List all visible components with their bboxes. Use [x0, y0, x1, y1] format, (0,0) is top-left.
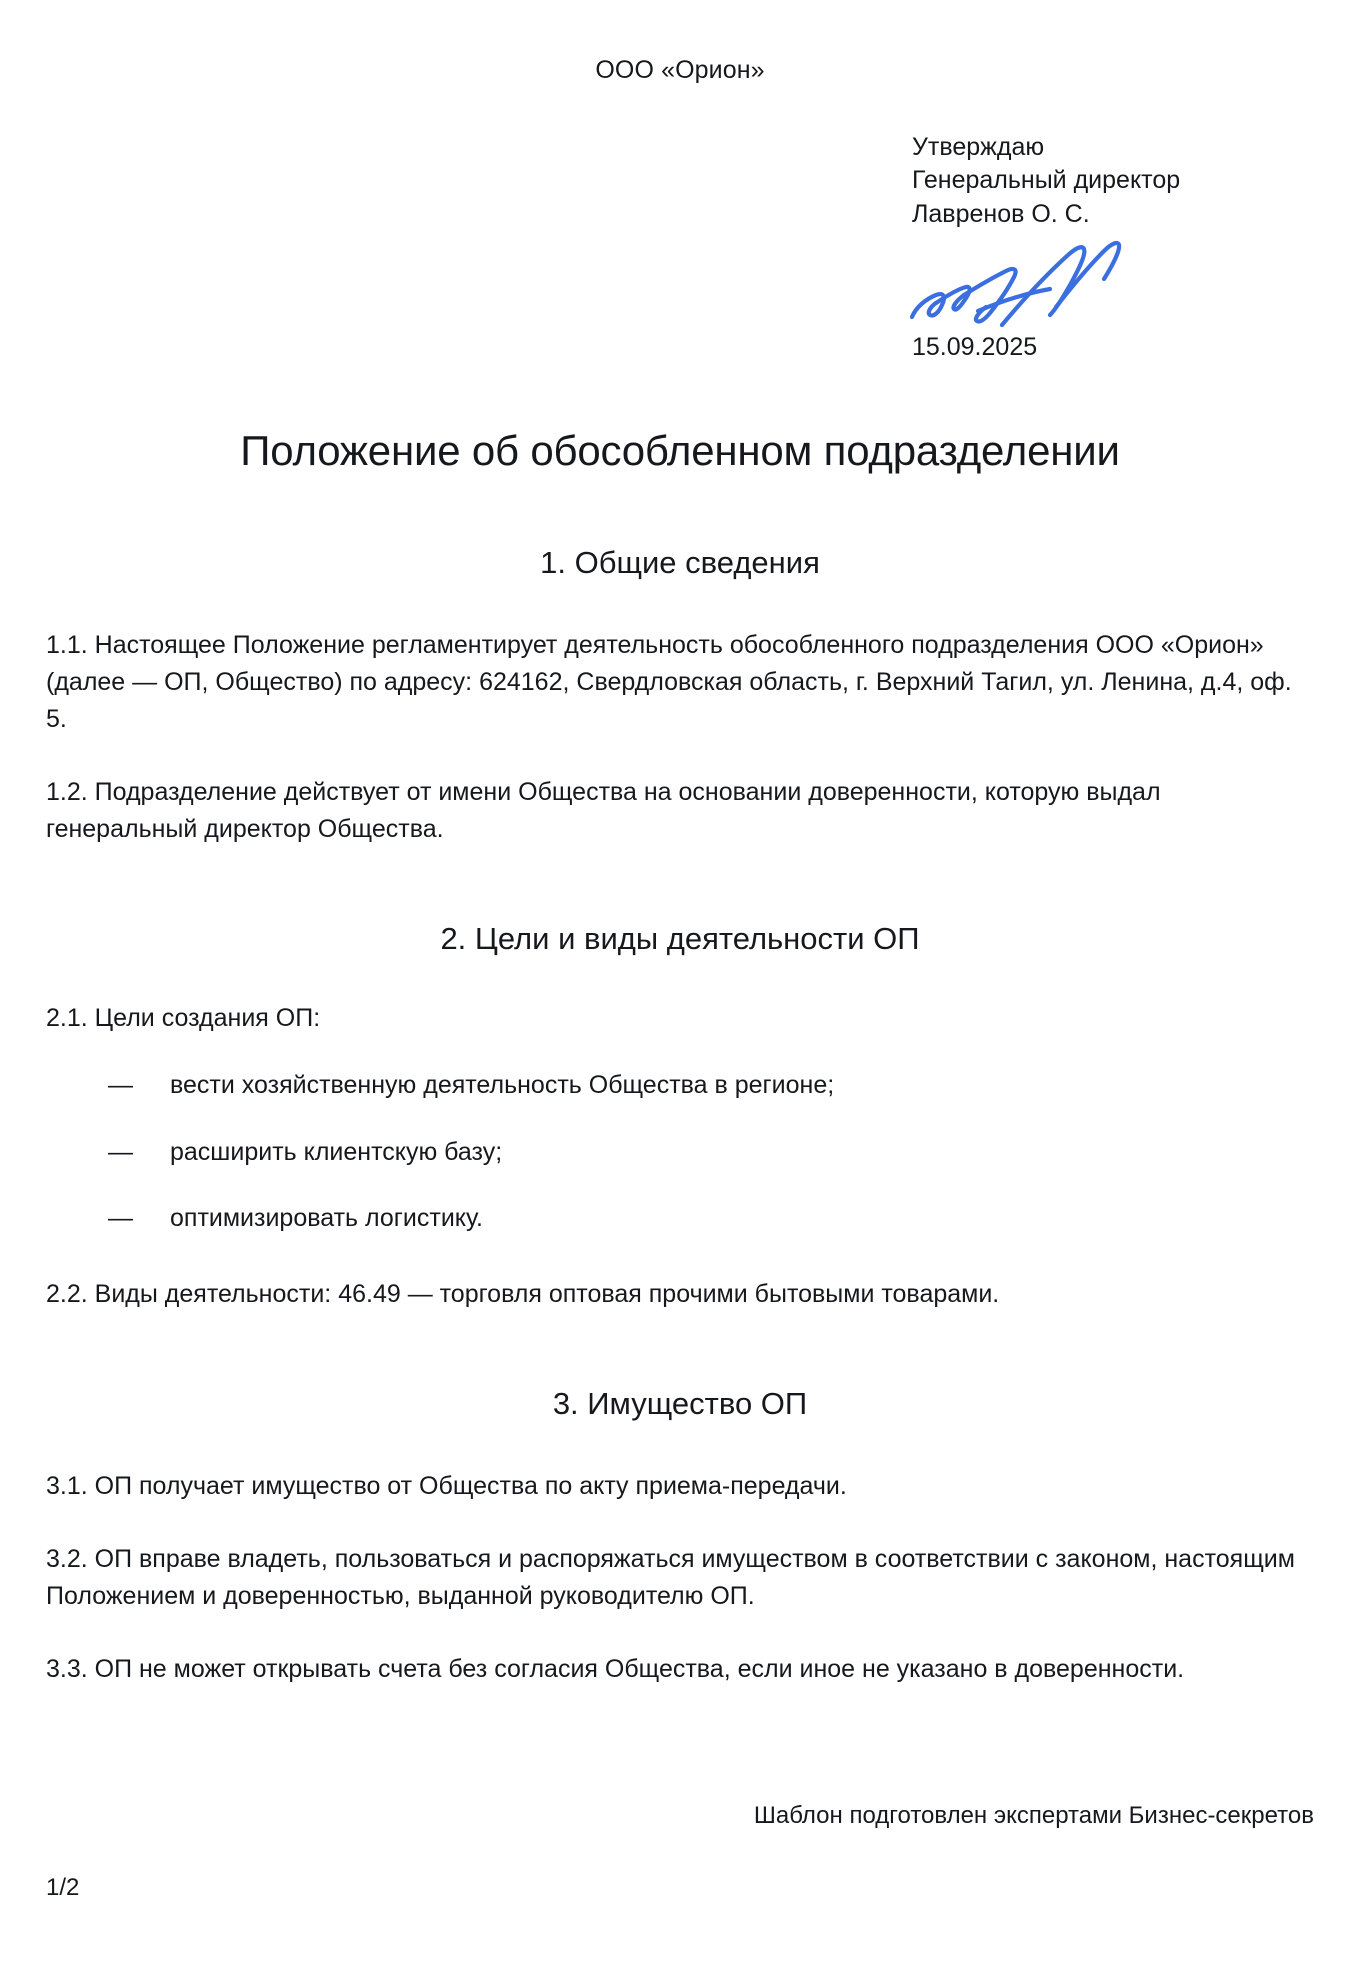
- dash-marker-icon: —: [108, 1071, 133, 1100]
- page-title: Положение об обособленном подразделении: [240, 426, 1120, 474]
- page-number: 1/2: [46, 1874, 80, 1901]
- paragraph-1-2: 1.2. Подразделение действует от имени Общества на основании доверенности, которую выдал генеральный директор Общества.: [46, 777, 1161, 843]
- paragraph-3-3: 3.3. ОП не может открывать счета без согласия Общества, если иное не указано в доверенности.: [46, 1654, 1185, 1683]
- dash-marker-icon: —: [108, 1137, 133, 1166]
- signature-icon: [906, 237, 1314, 329]
- dash-marker-icon: —: [108, 1203, 133, 1232]
- paragraph-2-1: 2.1. Цели создания ОП:: [46, 1004, 321, 1033]
- section-heading-3: 3. Имущество ОП: [552, 1386, 808, 1422]
- paragraph-1-1: 1.1. Настоящее Положение регламентирует деятельность обособленного подразделения ООО «Орион» (далее — ОП, Общество) по адресу: 624162, Свердловская область, г. Верхний Тагил, ул. Ленина, д.4, оф. 5.: [46, 630, 1292, 733]
- goals-list: [46, 1067, 1314, 1236]
- list-item: [46, 1067, 1314, 1103]
- paragraph-2-2: 2.2. Виды деятельности: 46.49 — торговля оптовая прочими бытовыми товарами.: [46, 1280, 1000, 1309]
- list-item: [46, 1134, 1314, 1170]
- section-heading-2: 2. Цели и виды деятельности ОП: [440, 920, 920, 956]
- approver-position: Генеральный директор: [912, 166, 1181, 194]
- approver-name: Лавренов О. С.: [912, 199, 1090, 228]
- list-item: [46, 1200, 1314, 1236]
- list-item-label: оптимизировать логистику.: [170, 1203, 483, 1232]
- footer-attribution: Шаблон подготовлен экспертами Бизнес-секретов: [753, 1802, 1314, 1829]
- section-heading-1: 1. Общие сведения: [540, 544, 820, 580]
- paragraph-3-2: 3.2. ОП вправе владеть, пользоваться и распоряжаться имуществом в соответствии с законом, настоящим Положением и доверенностью, выданной руководителю ОП.: [46, 1544, 1295, 1610]
- approval-block: [912, 131, 1314, 364]
- approval-label: Утверждаю: [912, 132, 1045, 161]
- company-name: ООО «Орион»: [595, 56, 765, 84]
- paragraph-3-1: 3.1. ОП получает имущество от Общества по акту приема-передачи.: [46, 1471, 847, 1500]
- list-item-label: вести хозяйственную деятельность Общества в регионе;: [170, 1071, 835, 1100]
- approval-date: 15.09.2025: [912, 333, 1038, 361]
- list-item-label: расширить клиентскую базу;: [170, 1137, 503, 1166]
